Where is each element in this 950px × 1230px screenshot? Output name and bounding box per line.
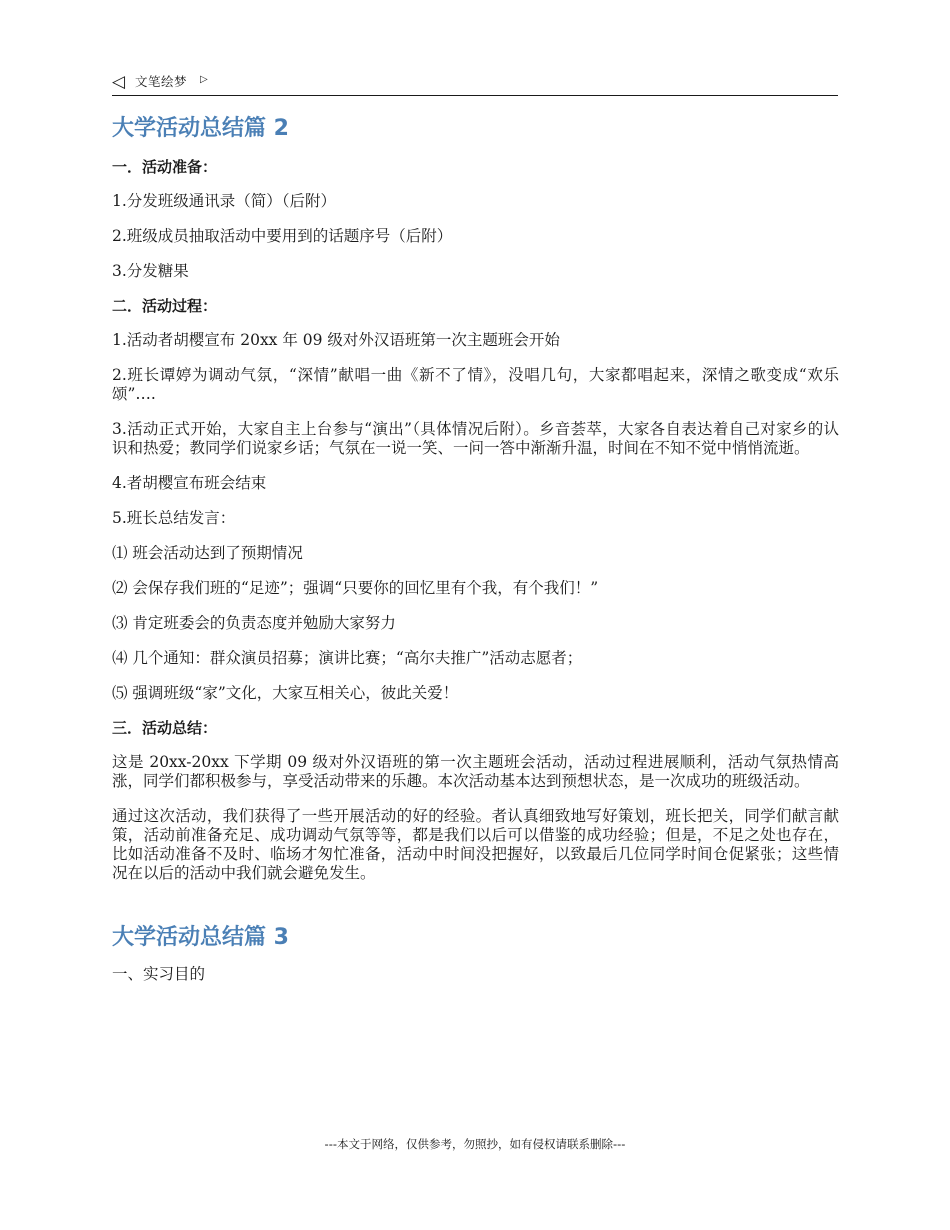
list-item: 5.班长总结发言： xyxy=(112,509,236,527)
list-item: 1.分发班级通讯录（简）（后附） xyxy=(112,192,337,210)
page-header xyxy=(112,72,838,96)
brand-name: 文笔绘梦 xyxy=(135,74,188,89)
footer-disclaimer: ---本文于网络，仅供参考，勿照抄，如有侵权请联系删除--- xyxy=(324,1137,626,1151)
document-body xyxy=(112,112,839,984)
process-heading: 二．活动过程： xyxy=(112,297,218,315)
triangle-right-icon: ▷ xyxy=(200,74,208,85)
list-item: ⑶ 肯定班委会的负责态度并勉励大家努力 xyxy=(112,614,396,632)
summary-paragraph: 通过这次活动，我们获得了一些开展活动的好的经验。者认真细致地写好策划，班长把关，同学们献言献策，活动前准备充足、成功调动气氛等等，都是我们以后可以借鉴的成功经验；但是，不足之处也存在，比如活动准备不及时、临场才匆忙准备，活动中时间没把握好，以致最后几位同学时间仓促紧张；这些情况在以后的活动中我们就会避免发生。 xyxy=(112,807,839,882)
summary-heading: 三．活动总结： xyxy=(112,719,218,737)
list-item: ⑴ 班会活动达到了预期情况 xyxy=(112,544,303,562)
list-item: 4.者胡樱宣布班会结束 xyxy=(112,474,267,492)
prep-heading: 一．活动准备： xyxy=(112,158,218,176)
list-item: ⑵ 会保存我们班的“足迹”；强调“只要你的回忆里有个我，有个我们！” xyxy=(112,579,599,597)
list-item: 2.班长谭婷为调动气氛，“深情”献唱一曲《新不了情》，没唱几句，大家都唱起来，深情之歌变成“欢乐颂”…. xyxy=(112,366,839,403)
list-item: 3.活动正式开始，大家自主上台参与“演出”（具体情况后附）。乡音荟萃，大家各自表达着自己对家乡的认识和热爱；教同学们说家乡话；气氛在一说一笑、一问一答中渐渐升温，时间在不知不觉中悄悄流逝。 xyxy=(112,420,839,457)
section-title-3: 大学活动总结篇 3 xyxy=(112,925,289,950)
list-item: 1.活动者胡樱宣布 20xx 年 09 级对外汉语班第一次主题班会开始 xyxy=(112,331,560,349)
triangle-left-icon: ◁ xyxy=(112,72,126,92)
list-item: 2.班级成员抽取活动中要用到的话题序号（后附） xyxy=(112,227,453,245)
list-item: ⑸ 强调班级“家”文化，大家互相关心，彼此关爱！ xyxy=(112,684,459,702)
list-item: 3.分发糖果 xyxy=(112,262,189,280)
summary-paragraph: 这是 20xx-20xx 下学期 09 级对外汉语班的第一次主题班会活动，活动过程进展顺利，活动气氛热情高涨，同学们都积极参与，享受活动带来的乐趣。本次活动基本达到预想状态，是一次成功的班级活动。 xyxy=(112,753,839,790)
section-title-2: 大学活动总结篇 2 xyxy=(112,116,289,141)
section3-first-line: 一、实习目的 xyxy=(112,965,206,983)
list-item: ⑷ 几个通知：群众演员招募；演讲比赛；“高尔夫推广”活动志愿者； xyxy=(112,649,583,667)
